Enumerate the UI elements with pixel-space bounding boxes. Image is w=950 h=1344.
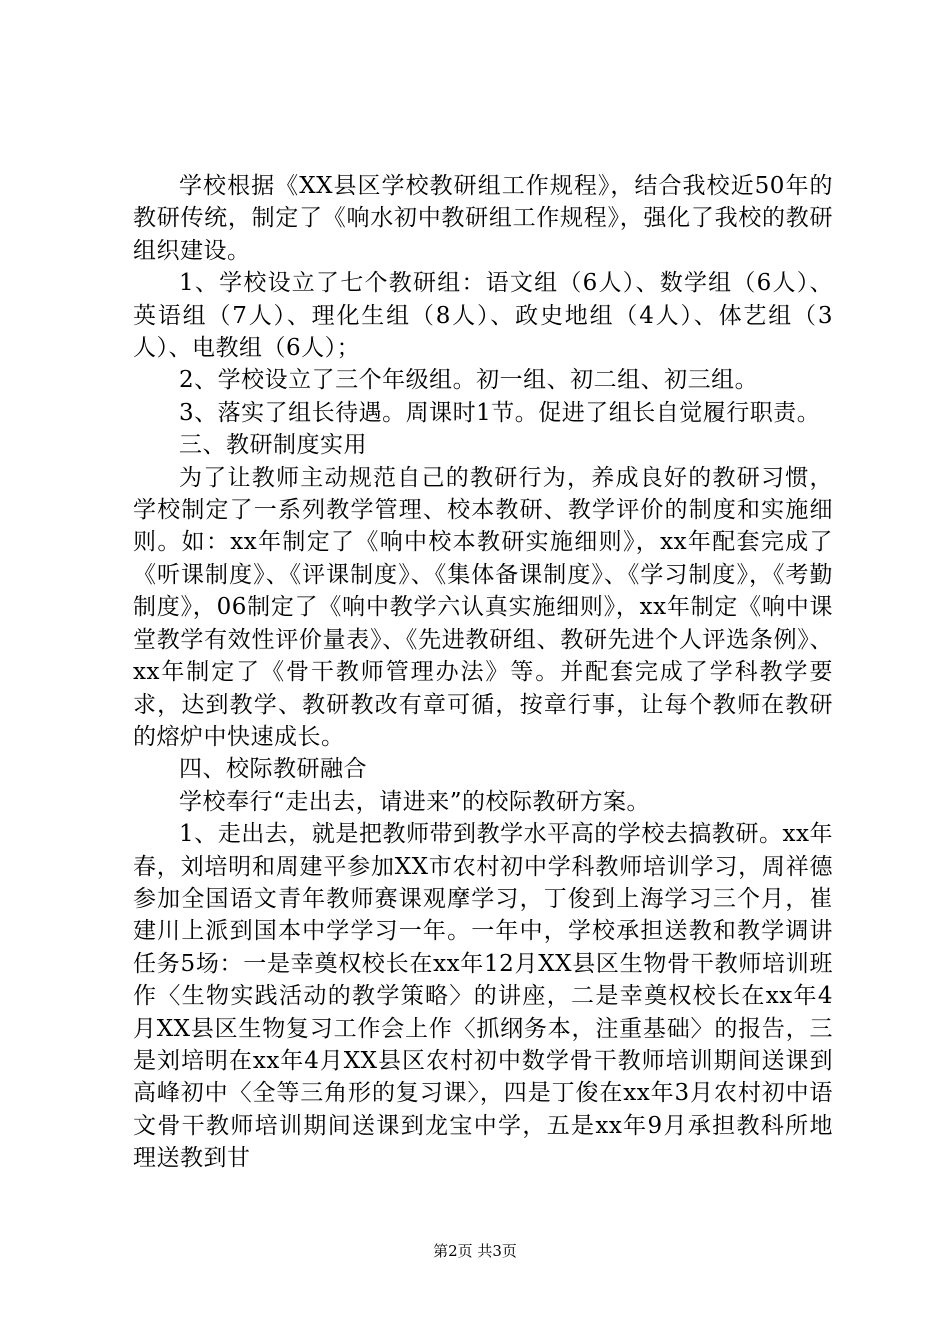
paragraph: 为了让教师主动规范自己的教研行为，养成良好的教研习惯，学校制定了一系列教学管理、校本教研、教学评价的制度和实施细则。如：xx年制定了《响中校本教研实施细则》，xx年配套完成了《听课制度》、《评课制度》、《集体备课制度》、《学习制度》，《考勤制度》，06制定了《响中教学六认真实施细则》，xx年制定《响中课堂教学有效性评价量表》、《先进教研组、教研先进个人评选条例》、xx年制定了《骨干教师管理办法》等。并配套完成了学科教学要求，达到教学、教研教改有章可循，按章行事，让每个教师在教研的熔炉中快速成长。 xyxy=(133,464,833,750)
section-heading: 三、教研制度实用 xyxy=(179,432,367,459)
section-heading: 四、校际教研融合 xyxy=(179,756,367,783)
page-footer xyxy=(0,1241,950,1261)
paragraph: 1、走出去，就是把教师带到教学水平高的学校去搞教研。xx年春，刘培明和周建平参加XX市农村初中学科教师培训学习，周祥德参加全国语文青年教师赛课观摩学习，丁俊到上海学习三个月，崔建川上派到国本中学学习一年。一年中，学校承担送教和教学调讲任务5场：一是幸奠权校长在xx年12月XX县区生物骨干教师培训班作〈生物实践活动的教学策略〉的讲座，二是幸奠权校长在xx年4月XX县区生物复习工作会上作〈抓纲务本，注重基础〉的报告，三是刘培明在xx年4月XX县区农村初中数学骨干教师培训期间送课到高峰初中〈全等三角形的复习课〉，四是丁俊在xx年3月农村初中语文骨干教师培训期间送课到龙宝中学，五是xx年9月承担教科所地理送教到甘 xyxy=(133,821,833,1172)
page-number: 第2页 共3页 xyxy=(433,1242,517,1260)
paragraph: 3、落实了组长待遇。周课时1节。促进了组长自觉履行职责。 xyxy=(179,399,821,426)
paragraph: 学校根据《XX县区学校教研组工作规程》，结合我校近50年的教研传统，制定了《响水初中教研组工作规程》，强化了我校的教研组织建设。 xyxy=(133,173,833,264)
paragraph: 1、学校设立了七个教研组：语文组（6人）、数学组（6人）、英语组（7人）、理化生组（8人）、政史地组（4人）、体艺组（3人）、电教组（6人）； xyxy=(133,270,833,362)
paragraph: 2、学校设立了三个年级组。初一组、初二组、初三组。 xyxy=(179,367,759,394)
paragraph: 学校奉行“走出去，请进来”的校际教研方案。 xyxy=(179,788,651,815)
document-body xyxy=(133,170,833,1175)
